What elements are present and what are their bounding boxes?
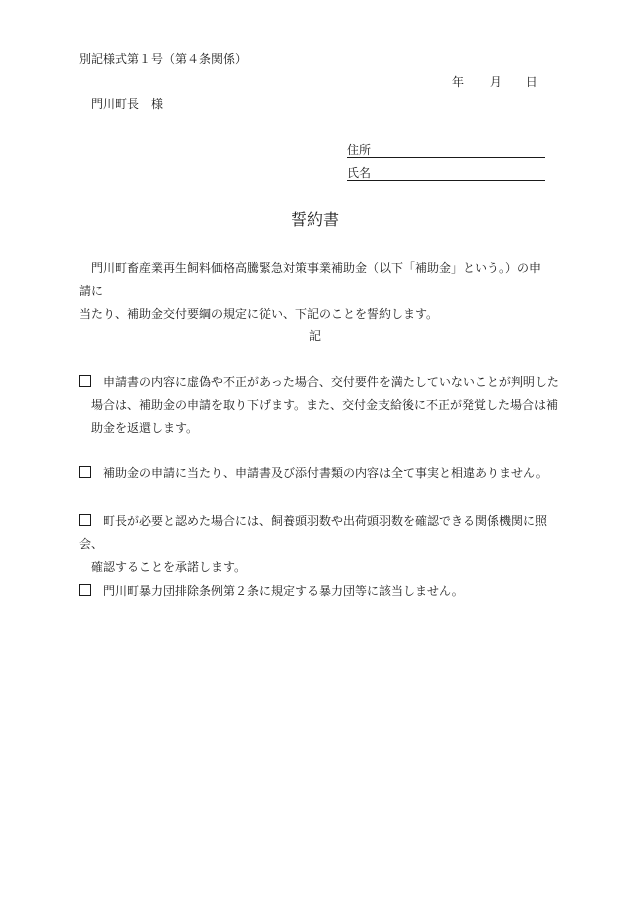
date-day: 日	[525, 75, 538, 89]
checkbox[interactable]	[79, 466, 91, 478]
addressee: 門川町長 様	[91, 97, 164, 111]
pledge-item	[79, 462, 559, 485]
checkbox[interactable]	[79, 514, 91, 526]
date-month: 月	[489, 75, 502, 89]
name-field[interactable]	[347, 167, 545, 181]
ki-heading: 記	[308, 329, 321, 343]
date-line	[452, 76, 538, 88]
item-text: 補助金の申請に当たり、申請書及び添付書類の内容は全て事実と相違ありません。	[103, 466, 548, 480]
address-field[interactable]	[347, 144, 545, 158]
checkbox[interactable]	[79, 584, 91, 596]
item-text: 申請書の内容に虚偽や不正があった場合、交付要件を満たしていないことが判明した	[103, 375, 559, 389]
item-text-cont: 助金を返還します。	[91, 421, 199, 435]
intro-line-2: 当たり、補助金交付要綱の規定に従い、下記のことを誓約します。	[79, 307, 439, 321]
document-title: 誓約書	[290, 210, 339, 229]
checkbox[interactable]	[79, 375, 91, 387]
address-label: 住所	[347, 143, 372, 157]
pledge-item	[79, 580, 559, 603]
date-year: 年	[452, 75, 465, 89]
item-text-cont: 確認することを承諾します。	[91, 560, 247, 574]
intro-paragraph	[79, 257, 549, 326]
form-number: 別記様式第１号（第４条関係）	[79, 52, 248, 66]
item-text: 町長が必要と認めた場合には、飼養頭羽数や出荷頭羽数を確認できる関係機関に照会、	[79, 514, 548, 551]
item-text-cont: 場合は、補助金の申請を取り下げます。また、交付金支給後に不正が発覚した場合は補	[91, 398, 559, 412]
intro-line-1: 門川町畜産業再生飼料価格高騰緊急対策事業補助金（以下「補助金」という。）の申請に	[79, 261, 542, 298]
item-text: 門川町暴力団排除条例第２条に規定する暴力団等に該当しません。	[103, 584, 464, 598]
pledge-item	[79, 371, 559, 440]
pledge-item	[79, 510, 559, 579]
name-label: 氏名	[347, 166, 372, 180]
